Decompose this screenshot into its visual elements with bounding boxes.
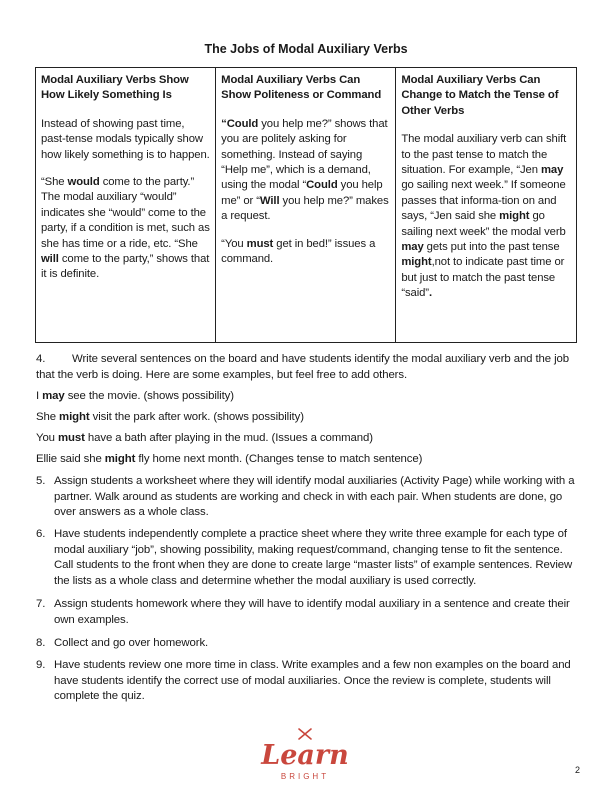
cell-paragraph: The modal auxiliary verb can shift to the past tense to match the situation. For example, “Jen may go sailing next week.” If someone passes that informa-tion on and says, “Jen said she might go sailing next week” the modal verb may gets put into the past tense might,not to indicate past time or but just to match the past tense “said”.: [401, 133, 567, 300]
modal-jobs-table: [35, 67, 577, 343]
logo-subword: BRIGHT: [280, 772, 330, 781]
logo-crossed-pencils-icon: [299, 729, 311, 739]
page-number: 2: [575, 765, 581, 775]
step-9: 9. Have students review one more time in class. Write examples and a few non examples on the board and have students identify the correct use of modal auxiliaries. Once the review is complete, students will complete the quiz.: [36, 659, 571, 703]
logo-word: Learn: [261, 740, 349, 771]
example-sentence: You must have a bath after playing in the mud. (Issues a command): [36, 432, 373, 444]
learn-bright-logo: [257, 726, 353, 784]
step-7: 7. Assign students homework where they will have to identify modal auxiliary in a sentence and create their own examples.: [36, 598, 570, 626]
cell-paragraph: “She would come to the party.” The modal auxiliary “would” indicates she “would” come to the party, if a condition is met, such as she has time or a ride, etc. “She will come to the party,” shows that it is definite.: [41, 176, 210, 281]
page-title: The Jobs of Modal Auxiliary Verbs: [204, 42, 408, 56]
table-cell-likelihood: [36, 68, 216, 343]
example-sentence: She might visit the park after work. (shows possibility): [36, 411, 304, 423]
step-8: 8. Collect and go over homework.: [36, 637, 209, 649]
cell-paragraph: “Could you help me?” shows that you are politely asking for something. Instead of saying “Help me”, which is a demand, using the modal “Could you help me” or “Will you help me?” makes a request.: [221, 117, 389, 223]
step-5: 5. Assign students a worksheet where they will identify modal auxiliaries (Activity Page) while working with a partner. Walk around as students are working and check in with each pair. When students are done, go over answers as a whole class.: [36, 475, 575, 519]
column-header: Modal Auxiliary Verbs Show How Likely Something Is: [41, 74, 189, 102]
table-cell-politeness: [216, 68, 396, 343]
column-header: Modal Auxiliary Verbs Can Show Politeness or Command: [221, 74, 382, 102]
step-6: 6. Have students independently complete a practice sheet where they write three example for each type of modal auxiliary “job”, showing possibility, making request/command, changing tense to fit the sentence. Call students to the front when they are done to create large “master lists” of example sentences. Review the lists as a whole class and determine whether the modal auxiliary is used correctly.: [36, 528, 573, 587]
cell-paragraph: Instead of showing past time, past-tense modals typically show how likely something is to happen.: [41, 117, 210, 161]
example-sentence: Ellie said she might fly home next month. (Changes tense to match sentence): [36, 453, 423, 465]
table-cell-tense: [396, 68, 577, 343]
column-header: Modal Auxiliary Verbs Can Change to Match the Tense of Other Verbs: [401, 74, 559, 117]
table-row: [36, 68, 577, 343]
step-4: 4. Write several sentences on the board and have students identify the modal auxiliary verb and the job that the verb is doing. Here are some examples, but feel free to add others.: [36, 353, 569, 381]
cell-paragraph: “You must get in bed!” issues a command.: [221, 237, 376, 266]
example-sentence: I may see the movie. (shows possibility): [36, 390, 234, 402]
